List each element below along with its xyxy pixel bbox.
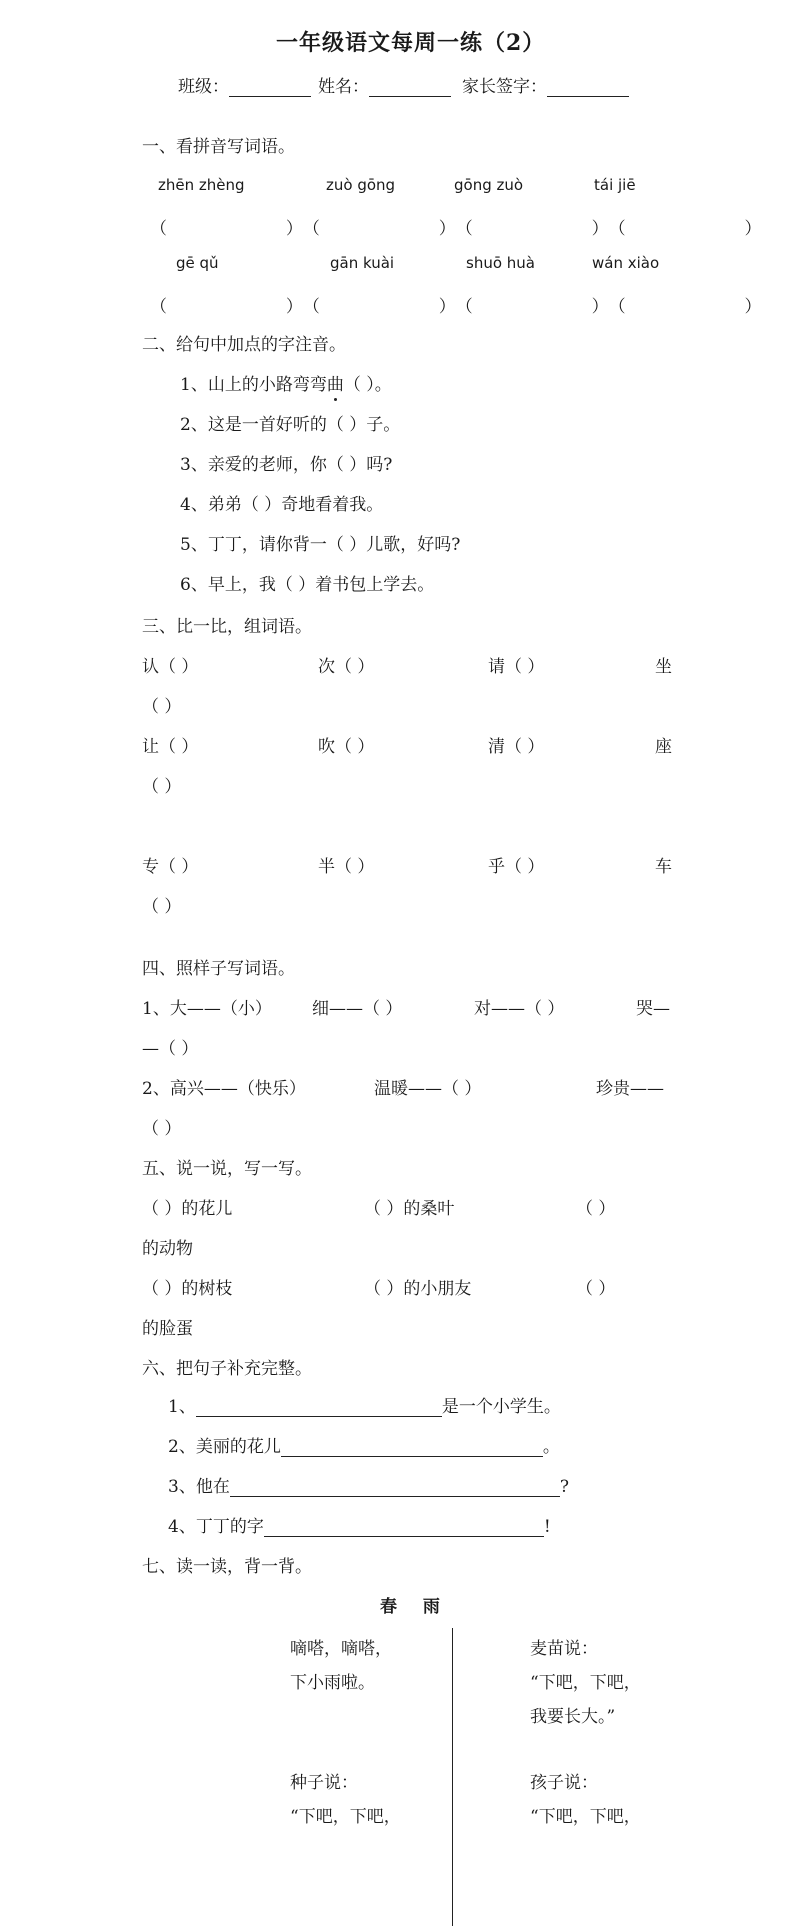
example-word-item[interactable]: 温暖——（ ） <box>374 1079 482 1099</box>
class-blank[interactable] <box>229 78 311 97</box>
parent-signature-label <box>462 72 629 97</box>
section-3-heading: 三、比一比，组词语。 <box>142 617 312 637</box>
sentence-text: 。 <box>542 1437 560 1457</box>
emphasized-char: 曲 <box>326 375 344 395</box>
sentence-text: 2、美丽的花儿 <box>168 1437 281 1457</box>
example-word-item[interactable]: 对——（ ） <box>474 999 565 1019</box>
pinyin-item: gān kuài <box>330 254 395 272</box>
answer-box[interactable]: （ ） <box>142 897 182 917</box>
annotation-item <box>180 570 434 595</box>
phrase-item[interactable]: （ ） <box>576 1199 616 1219</box>
answer-paren-row <box>150 214 762 239</box>
sentence-text: 4、丁丁的字 <box>168 1517 264 1537</box>
answer-box[interactable]: （ ）。 <box>343 375 392 395</box>
item-text: 2、这是一首好听的 <box>180 415 327 435</box>
section-2-heading: 二、给句中加点的字注音。 <box>142 335 346 355</box>
answer-box[interactable]: （ ） <box>150 219 303 239</box>
name-blank[interactable] <box>369 78 451 97</box>
pinyin-item: gōng zuò <box>454 176 524 194</box>
item-text: 3、亲爱的老师，你 <box>180 455 327 475</box>
poem-line: 麦苗说： <box>530 1639 598 1659</box>
pinyin-item: tái jiē <box>594 176 636 194</box>
sentence-blank[interactable] <box>196 1396 442 1417</box>
word-compare-item: 座 <box>655 737 672 757</box>
section-4-heading: 四、照样子写词语。 <box>142 959 295 979</box>
poem-line: “下吧，下吧， <box>530 1673 641 1693</box>
answer-box[interactable]: （ ） <box>302 219 456 239</box>
word-compare-item[interactable]: 专（ ） <box>142 857 199 877</box>
word-compare-item[interactable]: 清（ ） <box>488 737 545 757</box>
word-compare-item: 坐 <box>655 657 672 677</box>
annotation-item <box>180 530 460 555</box>
parent-label-text: 家长签字： <box>462 77 547 97</box>
phrase-item[interactable]: （ ）的桑叶 <box>364 1199 455 1219</box>
name-label-text: 姓名： <box>318 77 369 97</box>
class-label <box>178 72 311 97</box>
phrase-item[interactable]: （ ） <box>576 1279 616 1299</box>
pinyin-item: wán xiào <box>592 254 660 272</box>
section-1-heading: 一、看拼音写词语。 <box>142 137 295 157</box>
sentence-text: 3、他在 <box>168 1477 230 1497</box>
item-text: 4、弟弟 <box>180 495 242 515</box>
answer-box[interactable]: （ ） <box>142 697 182 717</box>
answer-box[interactable]: （ ）儿歌，好吗? <box>326 535 461 555</box>
parent-signature-blank[interactable] <box>547 78 629 97</box>
section-6-heading: 六、把句子补充完整。 <box>142 1359 312 1379</box>
word-compare-item[interactable]: 认（ ） <box>142 657 199 677</box>
poem-divider <box>452 1628 453 1926</box>
answer-box[interactable]: （ ） <box>142 777 182 797</box>
word-compare-item[interactable]: 半（ ） <box>318 857 375 877</box>
annotation-item <box>180 410 400 435</box>
answer-box[interactable]: （ ） <box>142 1119 182 1139</box>
answer-box[interactable]: —（ ） <box>142 1039 199 1059</box>
word-compare-item[interactable]: 吹（ ） <box>318 737 375 757</box>
example-word-item[interactable]: 细——（ ） <box>312 999 403 1019</box>
poem-line: “下吧，下吧， <box>290 1807 401 1827</box>
sentence-item <box>168 1432 560 1457</box>
poem-title: 春 雨 <box>380 1597 450 1617</box>
poem-line: 下小雨啦。 <box>290 1673 375 1693</box>
answer-box[interactable]: （ ） <box>455 297 609 317</box>
class-label-text: 班级： <box>178 77 229 97</box>
poem-line: 孩子说： <box>530 1773 598 1793</box>
pinyin-item: shuō huà <box>466 254 535 272</box>
word-compare-item[interactable]: 乎（ ） <box>488 857 545 877</box>
word-compare-item[interactable]: 让（ ） <box>142 737 199 757</box>
sentence-item <box>168 1472 569 1497</box>
sentence-text: 是一个小学生。 <box>441 1397 561 1417</box>
phrase-item: 的动物 <box>142 1239 193 1259</box>
poem-line: “下吧，下吧， <box>530 1807 641 1827</box>
example-word-item: 2、高兴——（快乐） <box>142 1079 306 1099</box>
pinyin-item: gē qǔ <box>176 254 219 272</box>
answer-box[interactable]: （ ）着书包上学去。 <box>275 575 435 595</box>
item-text: 1、山上的小路弯弯 <box>180 375 327 395</box>
sentence-blank[interactable] <box>264 1516 544 1537</box>
sentence-blank[interactable] <box>230 1476 560 1497</box>
sentence-text: ! <box>543 1517 551 1537</box>
sentence-text: ? <box>559 1477 569 1497</box>
phrase-item[interactable]: （ ）的小朋友 <box>364 1279 472 1299</box>
sentence-item <box>168 1512 551 1537</box>
section-5-heading: 五、说一说，写一写。 <box>142 1159 312 1179</box>
answer-box[interactable]: （ ） <box>608 219 762 239</box>
annotation-item <box>180 490 383 515</box>
pinyin-item: zuò gōng <box>326 176 396 194</box>
word-compare-item[interactable]: 请（ ） <box>488 657 545 677</box>
poem-line: 嘀嗒，嘀嗒， <box>290 1639 392 1659</box>
answer-box[interactable]: （ ）吗? <box>326 455 393 475</box>
phrase-item[interactable]: （ ）的树枝 <box>142 1279 233 1299</box>
pinyin-item: zhēn zhèng <box>158 176 245 194</box>
example-word-item: 1、大——（小） <box>142 999 272 1019</box>
answer-paren-row <box>150 292 762 317</box>
word-compare-item[interactable]: 次（ ） <box>318 657 375 677</box>
annotation-item <box>180 370 392 395</box>
word-compare-item: 车 <box>655 857 672 877</box>
name-label <box>318 72 451 97</box>
poem-line: 种子说： <box>290 1773 358 1793</box>
item-number: 1、 <box>168 1397 196 1417</box>
example-word-item[interactable]: 哭— <box>636 999 670 1019</box>
answer-box[interactable]: （ ）子。 <box>326 415 401 435</box>
answer-box[interactable]: （ ）奇地看着我。 <box>241 495 384 515</box>
item-text: 5、丁丁，请你背一 <box>180 535 327 555</box>
poem-line: 我要长大。” <box>530 1707 616 1727</box>
answer-box[interactable]: （ ） <box>455 219 609 239</box>
sentence-item <box>168 1392 561 1417</box>
page-title: 一年级语文每周一练（2） <box>276 30 546 56</box>
example-word-item[interactable]: 珍贵—— <box>596 1079 664 1099</box>
answer-box[interactable]: （ ） <box>608 297 762 317</box>
item-text: 6、早上，我 <box>180 575 276 595</box>
annotation-item <box>180 450 392 475</box>
phrase-item: 的脸蛋 <box>142 1319 193 1339</box>
answer-box[interactable]: （ ） <box>302 297 456 317</box>
sentence-blank[interactable] <box>281 1436 543 1457</box>
answer-box[interactable]: （ ） <box>150 297 303 317</box>
phrase-item[interactable]: （ ）的花儿 <box>142 1199 233 1219</box>
section-7-heading: 七、读一读，背一背。 <box>142 1557 312 1577</box>
